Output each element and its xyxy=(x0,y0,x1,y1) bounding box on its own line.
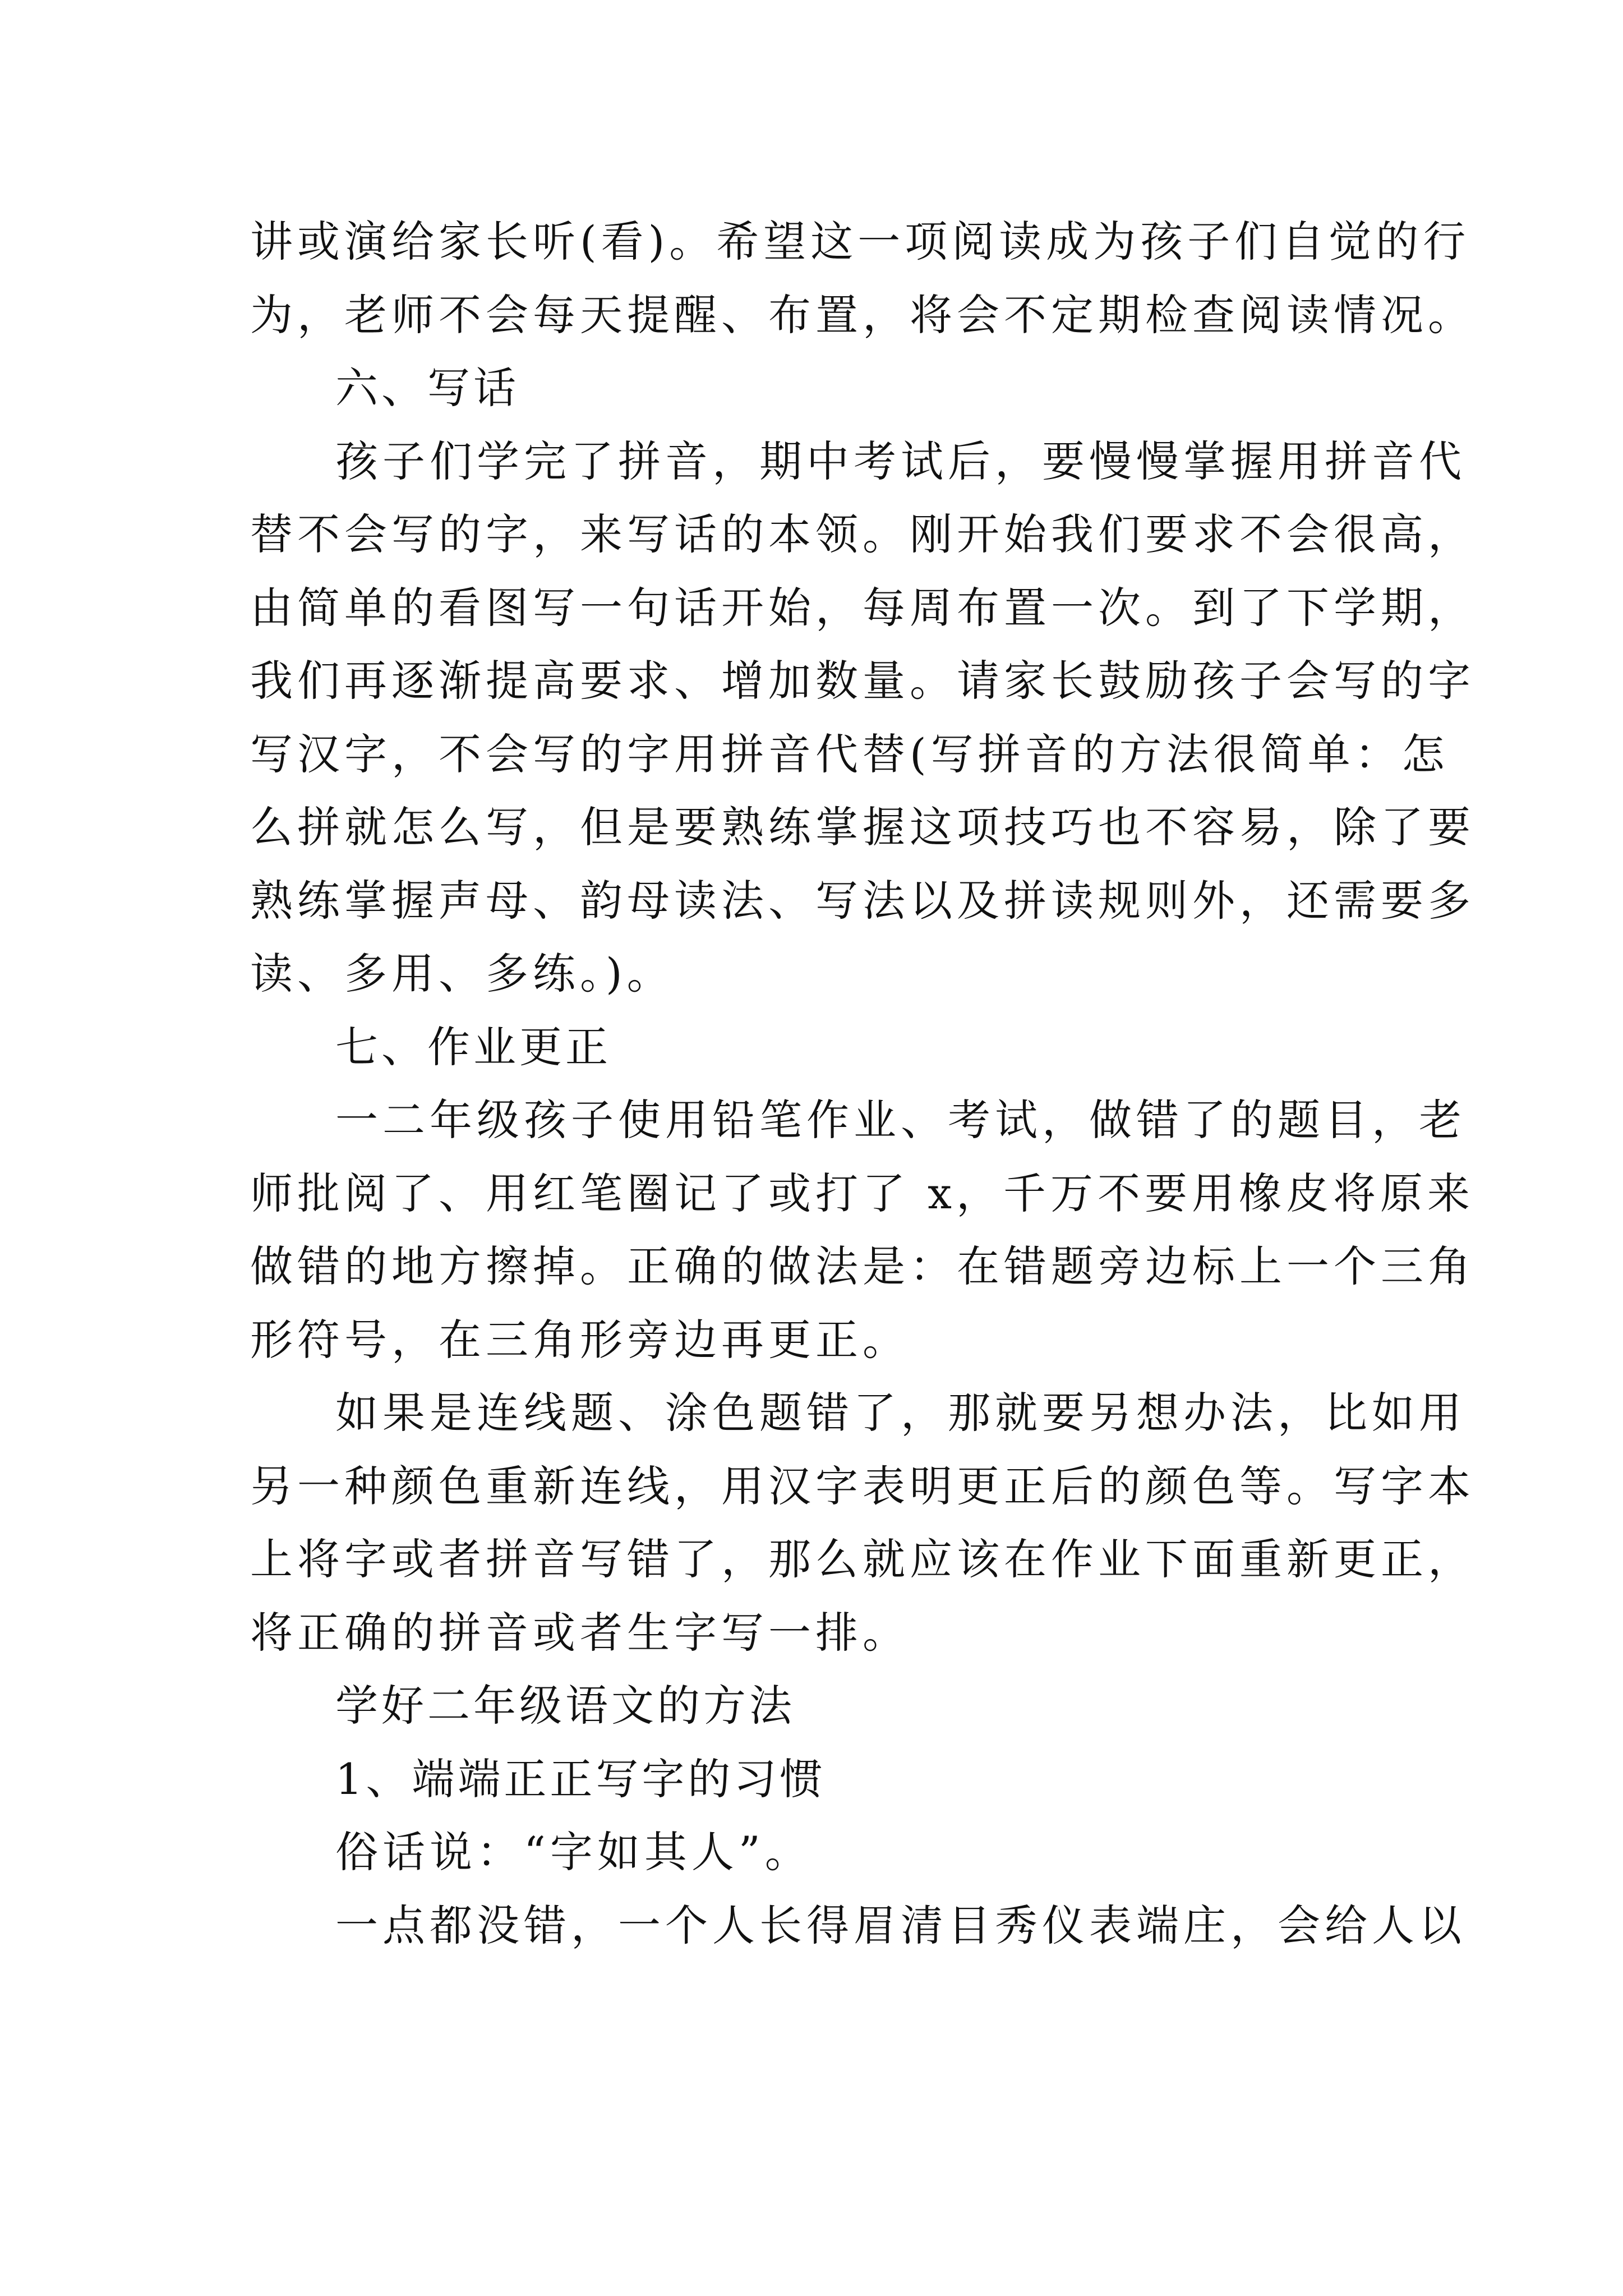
text-line: 我们再逐渐提高要求、增加数量。请家长鼓励孩子会写的字 xyxy=(250,656,1475,706)
paragraph-first-line: 俗话说：“字如其人”。 xyxy=(335,1827,812,1877)
text-line: 另一种颜色重新连线，用汉字表明更正后的颜色等。写字本 xyxy=(250,1461,1475,1511)
section-heading: 学好二年级语文的方法 xyxy=(335,1681,795,1731)
text-line: 由简单的看图写一句话开始，每周布置一次。到了下学期， xyxy=(250,582,1475,633)
document-body xyxy=(250,205,1475,1962)
section-heading: 七、作业更正 xyxy=(335,1022,611,1072)
paragraph-first-line: 一二年级孩子使用铅笔作业、考试，做错了的题目，老 xyxy=(335,1095,1466,1145)
text-line: 形符号，在三角形旁边再更正。 xyxy=(250,1314,910,1365)
text-line: 熟练掌握声母、韵母读法、写法以及拼读规则外，还需要多 xyxy=(250,875,1475,926)
text-line: 将正确的拼音或者生字写一排。 xyxy=(250,1607,910,1658)
text-line: 做错的地方擦掉。正确的做法是：在错题旁边标上一个三角 xyxy=(250,1241,1475,1291)
paragraph-first-line: 一点都没错，一个人长得眉清目秀仪表端庄，会给人以 xyxy=(335,1900,1466,1950)
text-line: 么拼就怎么写，但是要熟练掌握这项技巧也不容易，除了要 xyxy=(250,802,1475,852)
section-heading: 六、写话 xyxy=(335,363,519,413)
text-line: 替不会写的字，来写话的本领。刚开始我们要求不会很高， xyxy=(250,509,1475,559)
subsection-heading: 1、端端正正写字的习惯 xyxy=(335,1754,826,1804)
text-line: 讲或演给家长听(看)。希望这一项阅读成为孩子们自觉的行 xyxy=(250,217,1470,266)
paragraph-first-line: 如果是连线题、涂色题错了，那就要另想办法，比如用 xyxy=(335,1388,1466,1438)
text-line: 上将字或者拼音写错了，那么就应该在作业下面重新更正， xyxy=(250,1534,1475,1584)
text-line: 为，老师不会每天提醒、布置，将会不定期检查阅读情况。 xyxy=(250,289,1475,340)
paragraph-first-line: 孩子们学完了拼音，期中考试后，要慢慢掌握用拼音代 xyxy=(335,436,1466,486)
text-line: 写汉字，不会写的字用拼音代替(写拼音的方法很简单：怎 xyxy=(250,729,1449,779)
text-line: 读、多用、多练。)。 xyxy=(250,949,674,999)
text-line: 师批阅了、用红笔圈记了或打了 x，千万不要用橡皮将原来 xyxy=(250,1168,1475,1218)
